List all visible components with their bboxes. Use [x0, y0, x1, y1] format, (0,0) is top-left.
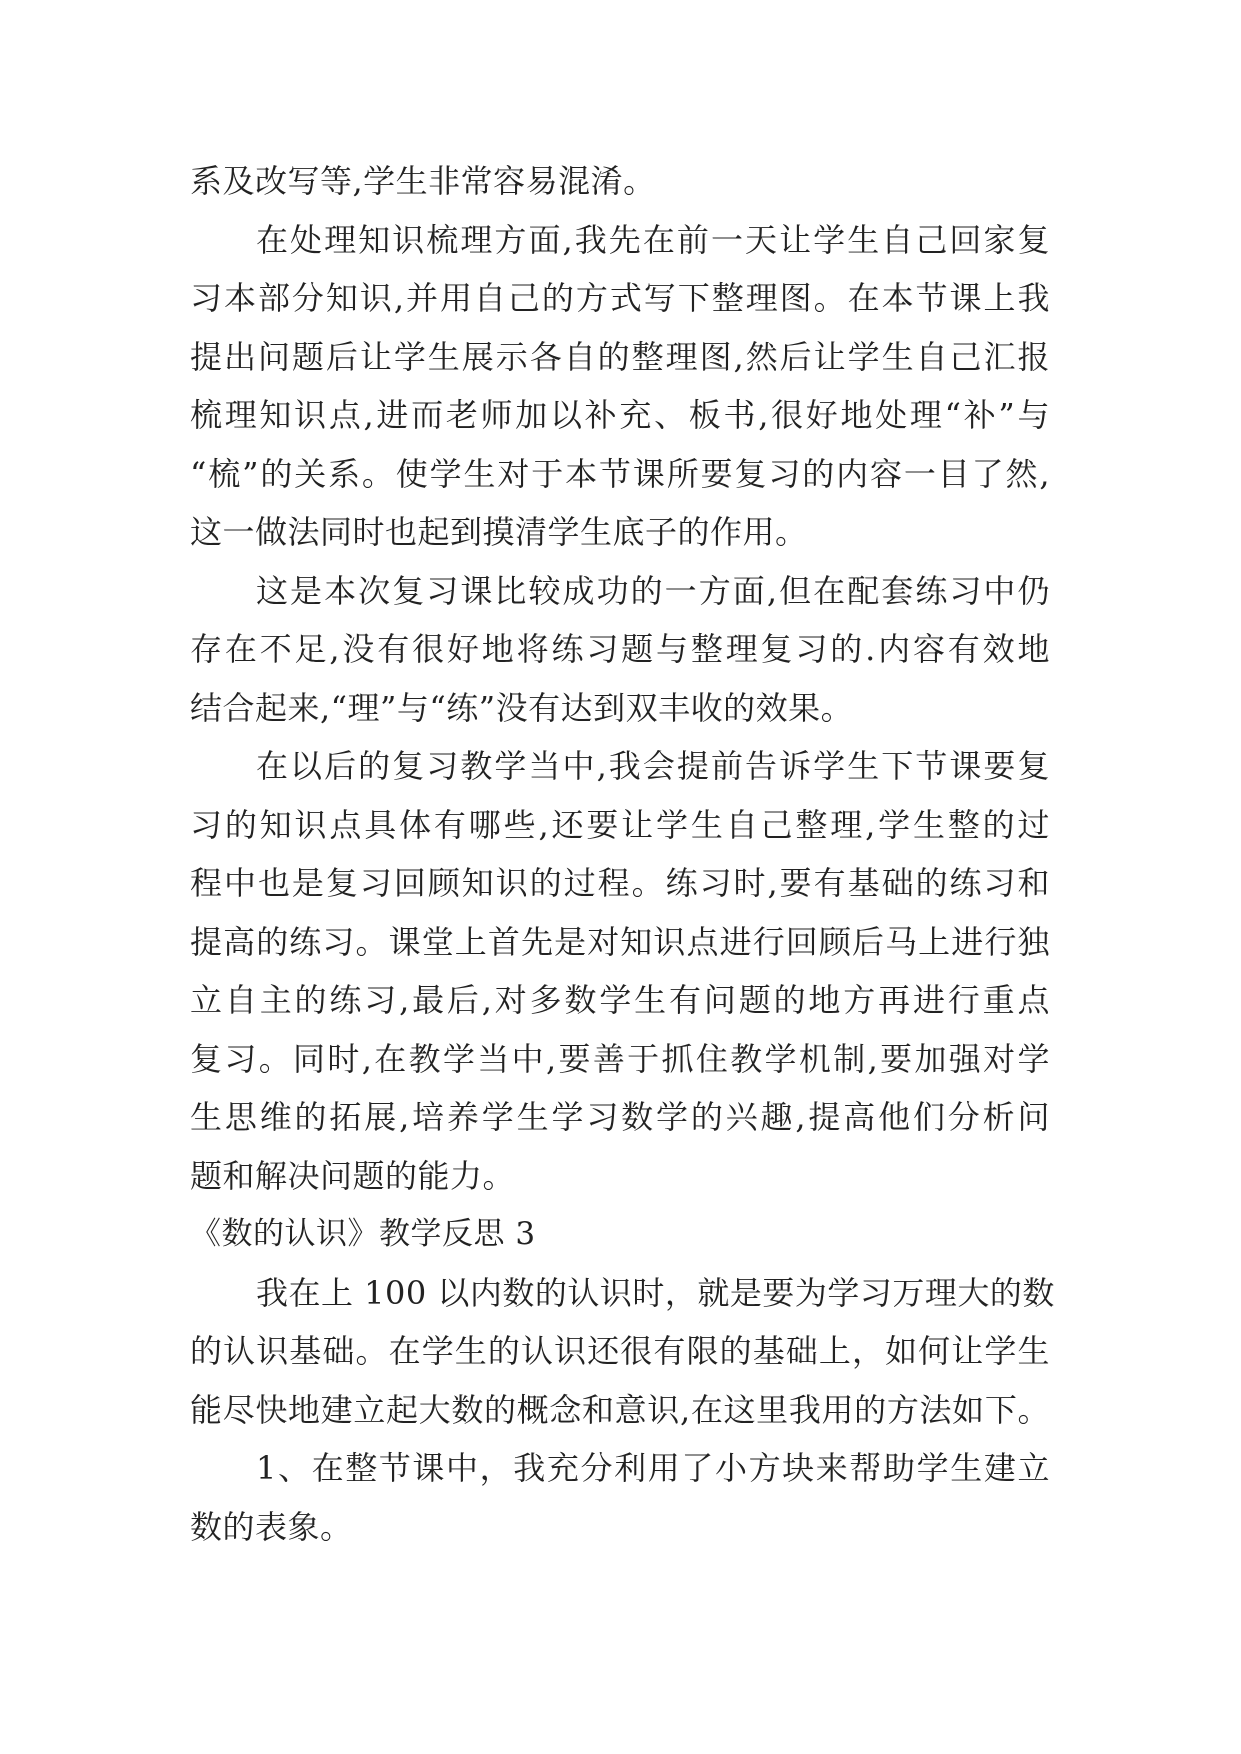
text-line: 的认识基础。在学生的认识还很有限的基础上，如何让学生: [190, 1332, 1050, 1370]
section-heading: 《数的认识》教学反思 3: [190, 1216, 536, 1252]
text-line: 习的知识点具体有哪些,还要让学生自己整理,学生整的过: [190, 805, 1050, 844]
text-line: 这一做法同时也起到摸清学生底子的作用。: [190, 513, 808, 551]
paragraph-first-line: 1、在整节课中，我充分利用了小方块来帮助学生建立: [256, 1449, 1050, 1487]
text-line: 生思维的拓展,培养学生学习数学的兴趣,提高他们分析问: [190, 1098, 1050, 1136]
text-line: 数的表象。: [190, 1507, 353, 1546]
paragraph-first-line: 在处理知识梳理方面,我先在前一天让学生自己回家复: [256, 220, 1050, 259]
text-line: 存在不足,没有很好地将练习题与整理复习的.内容有效地: [190, 630, 1050, 668]
text-line: 系及改写等,学生非常容易混淆。: [190, 162, 656, 200]
paragraph-first-line: 在以后的复习教学当中,我会提前告诉学生下节课要复: [256, 747, 1050, 785]
text-line: 程中也是复习回顾知识的过程。练习时,要有基础的练习和: [190, 864, 1050, 902]
text-line: 提出问题后让学生展示各自的整理图,然后让学生自己汇报: [190, 337, 1050, 376]
text-line: 习本部分知识,并用自己的方式写下整理图。在本节课上我: [190, 279, 1050, 317]
text-line: 立自主的练习,最后,对多数学生有问题的地方再进行重点: [190, 981, 1050, 1019]
text-line: 提高的练习。课堂上首先是对知识点进行回顾后马上进行独: [190, 922, 1050, 961]
text-line: 能尽快地建立起大数的概念和意识,在这里我用的方法如下。: [190, 1390, 1050, 1429]
paragraph-first-line: 这是本次复习课比较成功的一方面,但在配套练习中仍: [256, 571, 1050, 610]
text-line: 题和解决问题的能力。: [190, 1156, 516, 1195]
paragraph-first-line: 我在上 100 以内数的认识时，就是要为学习万理大的数: [256, 1273, 1055, 1312]
text-line: “梳”的关系。使学生对于本节课所要复习的内容一目了然,: [190, 454, 1050, 493]
document-body: [190, 152, 1055, 1556]
text-line: 结合起来,“理”与“练”没有达到双丰收的效果。: [190, 688, 854, 727]
text-line: 复习。同时,在教学当中,要善于抓住教学机制,要加强对学: [190, 1039, 1050, 1078]
text-line: 梳理知识点,进而老师加以补充、板书,很好地处理“补”与: [190, 396, 1050, 434]
